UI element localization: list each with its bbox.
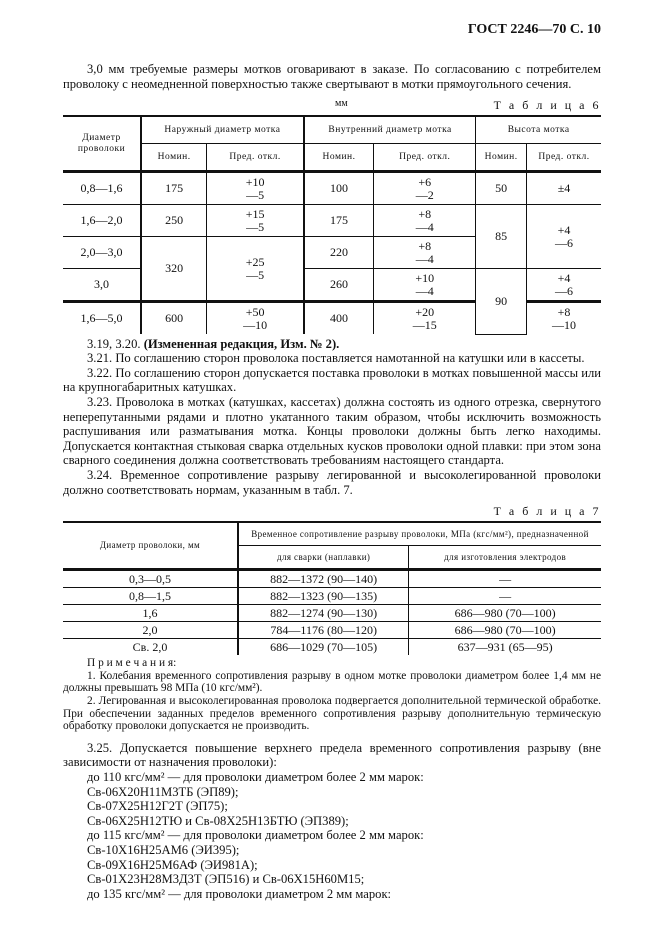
cell xyxy=(374,237,476,269)
table-6 xyxy=(63,115,601,335)
header-electrodes: для изготовления электродов xyxy=(409,546,601,570)
dev-plus: +6 xyxy=(418,175,432,190)
dev-plus: +8 xyxy=(557,305,571,320)
cell: 100 xyxy=(304,172,374,205)
cell: 50 xyxy=(476,172,527,205)
header-height: Высота мотка xyxy=(476,116,601,144)
dev-minus: —5 xyxy=(246,219,265,234)
cell xyxy=(527,205,602,269)
dev-plus: +8 xyxy=(418,239,432,254)
header-nom: Номин. xyxy=(304,144,374,172)
header-dev: Пред. откл. xyxy=(207,144,304,172)
cell: 882—1274 (90—130) xyxy=(238,605,409,622)
cell: ±4 xyxy=(527,172,602,205)
cell xyxy=(207,302,304,335)
dev-minus: —4 xyxy=(415,219,434,234)
dev-plus: +15 xyxy=(245,207,265,222)
cell: 250 xyxy=(141,205,207,237)
header-dev: Пред. откл. xyxy=(527,144,602,172)
paragraph-3-21: 3.21. По соглашению сторон проволока поставляется намотанной на катушки или в кассеты. xyxy=(87,351,585,366)
dev-minus: —5 xyxy=(246,267,265,282)
cell: 3,0 xyxy=(63,269,141,302)
list-item: до 115 кгс/мм² — для проволоки диаметром более 2 мм марок: xyxy=(87,828,424,843)
cell: 0,3—0,5 xyxy=(63,570,238,588)
list-item: до 110 кгс/мм² — для проволоки диаметром более 2 мм марок: xyxy=(87,769,424,784)
list-item: Св-07Х25Н12Г2Т (ЭП75); xyxy=(87,799,228,814)
dev-minus: —6 xyxy=(555,283,573,298)
dev-plus: +4 xyxy=(557,223,571,238)
cell: Св. 2,0 xyxy=(63,639,238,656)
list-item: до 135 кгс/мм² — для проволоки диаметром 2 мм марок: xyxy=(87,886,392,901)
cell: 175 xyxy=(304,205,374,237)
cell xyxy=(207,237,304,302)
amendment-note: (Измененная редакция, Изм. № 2). xyxy=(143,336,340,351)
table-row xyxy=(63,588,601,605)
table-row xyxy=(63,605,601,622)
cell: 600 xyxy=(141,302,207,335)
table-7 xyxy=(63,521,601,655)
cell: 220 xyxy=(304,237,374,269)
cell: 882—1372 (90—140) xyxy=(238,570,409,588)
dev-plus: +20 xyxy=(415,305,435,320)
dev-plus: +4 xyxy=(557,271,571,286)
cell: 175 xyxy=(141,172,207,205)
table6-caption-row xyxy=(63,97,601,113)
cell: 85 xyxy=(476,205,527,269)
header-diameter: Диаметр проволоки, мм xyxy=(63,522,238,570)
cell: 0,8—1,5 xyxy=(63,588,238,605)
cell: 1,6 xyxy=(63,605,238,622)
dev-plus: +50 xyxy=(245,305,265,320)
list-item: Св-09Х16Н25М6АФ (ЭИ981А); xyxy=(87,857,258,872)
cell xyxy=(207,205,304,237)
cell: 784—1176 (80—120) xyxy=(238,622,409,639)
paragraph-3-22: 3.22. По соглашению сторон допускается поставка проволоки в мотках повышенной массы или на крупногабаритных катушках. xyxy=(63,365,601,395)
dev-minus: —15 xyxy=(412,317,437,332)
cell xyxy=(374,172,476,205)
dev-plus: +10 xyxy=(245,175,265,190)
notes-title: П р и м е ч а н и я: xyxy=(87,657,177,670)
table7-caption-row xyxy=(63,503,601,519)
list-item: Св-10Х16Н25АМ6 (ЭИ395); xyxy=(87,842,240,857)
header-inner: Внутренний диаметр мотка xyxy=(304,116,476,144)
cell: 320 xyxy=(141,237,207,302)
cell xyxy=(527,302,602,335)
table6-caption: Т а б л и ц а 6 xyxy=(493,98,601,113)
dev-minus: —4 xyxy=(415,283,434,298)
table7-caption: Т а б л и ц а 7 xyxy=(493,504,601,519)
dev-minus: —4 xyxy=(415,251,434,266)
cell xyxy=(374,205,476,237)
dev-plus: +25 xyxy=(245,255,265,270)
cell: 686—980 (70—100) xyxy=(409,622,601,639)
grade-list xyxy=(63,770,601,901)
cell: 260 xyxy=(304,269,374,302)
cell: 90 xyxy=(476,269,527,335)
list-item: Св-06Х25Н12ТЮ и Св-08Х25Н13БТЮ (ЭП389); xyxy=(87,813,349,828)
cell: 1,6—5,0 xyxy=(63,302,141,335)
cell: 400 xyxy=(304,302,374,335)
cell xyxy=(207,172,304,205)
dev-minus: —5 xyxy=(246,187,265,202)
dev-minus: —6 xyxy=(555,235,573,250)
header-nom: Номин. xyxy=(141,144,207,172)
paragraph-3-23: 3.23. Проволока в мотках (катушках, кассетах) должна состоять из одного отрезка, свернутого неперепутанными рядами и плотно укатанного таким образом, чтобы исключить возможность распушивания или разматывания мотка. Концы проволоки должны быть легко находимы. Допускается контактная стыковая сварка отдельных кусков проволоки одной плавки: при этом зона сварного соединения должна соответствовать требованиям настоящего стандарта. xyxy=(63,395,601,468)
paragraph-3-24: 3.24. Временное сопротивление разрыву легированной и высоколегированной проволоки должно соответствовать нормам, указанным в табл. 7. xyxy=(63,468,601,497)
paragraph-3-19 xyxy=(63,337,601,352)
cell: — xyxy=(409,588,601,605)
header-diameter: Диаметр проволоки xyxy=(63,116,141,172)
para-number: 3.19, 3.20. xyxy=(87,336,141,351)
page-header: ГОСТ 2246—70 С. 10 xyxy=(467,22,601,37)
header-strength: Временное сопротивление разрыву проволоки, МПа (кгс/мм²), предназначенной xyxy=(238,522,601,546)
dev-minus: —10 xyxy=(552,317,576,332)
header-welding: для сварки (наплавки) xyxy=(238,546,409,570)
cell: 882—1323 (90—135) xyxy=(238,588,409,605)
cell: — xyxy=(409,570,601,588)
dev-minus: —10 xyxy=(243,317,268,332)
list-item: Св-06Х20Н11М3ТБ (ЭП89); xyxy=(87,784,239,799)
paragraph-3-25: 3.25. Допускается повышение верхнего предела временного сопротивления разрыву (вне зависимости от назначения проволоки): xyxy=(63,740,601,770)
cell: 2,0—3,0 xyxy=(63,237,141,269)
dev-minus: —2 xyxy=(415,187,434,202)
dev-plus: +8 xyxy=(418,207,432,222)
table-row xyxy=(63,172,601,205)
cell xyxy=(374,269,476,302)
cell: 686—980 (70—100) xyxy=(409,605,601,622)
intro-paragraph: 3,0 мм требуемые размеры мотков оговаривают в заказе. По согласованию с потребителем проволоку с неомедненной поверхностью также свертывают в мотки прямоугольного сечения. xyxy=(63,62,601,91)
cell: 0,8—1,6 xyxy=(63,172,141,205)
dev-plus: +10 xyxy=(415,271,435,286)
cell: 2,0 xyxy=(63,622,238,639)
header-outer: Наружный диаметр мотка xyxy=(141,116,304,144)
table-row xyxy=(63,622,601,639)
note-1: 1. Колебания временного сопротивления разрыву в одном мотке проволоки диаметром более 1,4 мм не должны превышать 98 МПа (10 кгс/мм²). xyxy=(63,669,601,695)
cell xyxy=(527,269,602,302)
cell: 637—931 (65—95) xyxy=(409,639,601,656)
note-2: 2. Легированная и высоколегированная проволока подвергается дополнительной термической обработке. При обеспечении заданных пределов временного сопротивления разрыву дополнительную термическую обработку проволоки допускается не производить. xyxy=(63,695,601,733)
table-row xyxy=(63,205,601,237)
header-dev: Пред. откл. xyxy=(374,144,476,172)
cell: 686—1029 (70—105) xyxy=(238,639,409,656)
table-row xyxy=(63,639,601,656)
cell xyxy=(374,302,476,335)
table-row xyxy=(63,570,601,588)
header-nom: Номин. xyxy=(476,144,527,172)
table6-unit: мм xyxy=(335,98,348,110)
list-item: Св-01Х23Н28М3Д3Т (ЭП516) и Св-06Х15Н60М15; xyxy=(87,872,365,887)
cell: 1,6—2,0 xyxy=(63,205,141,237)
